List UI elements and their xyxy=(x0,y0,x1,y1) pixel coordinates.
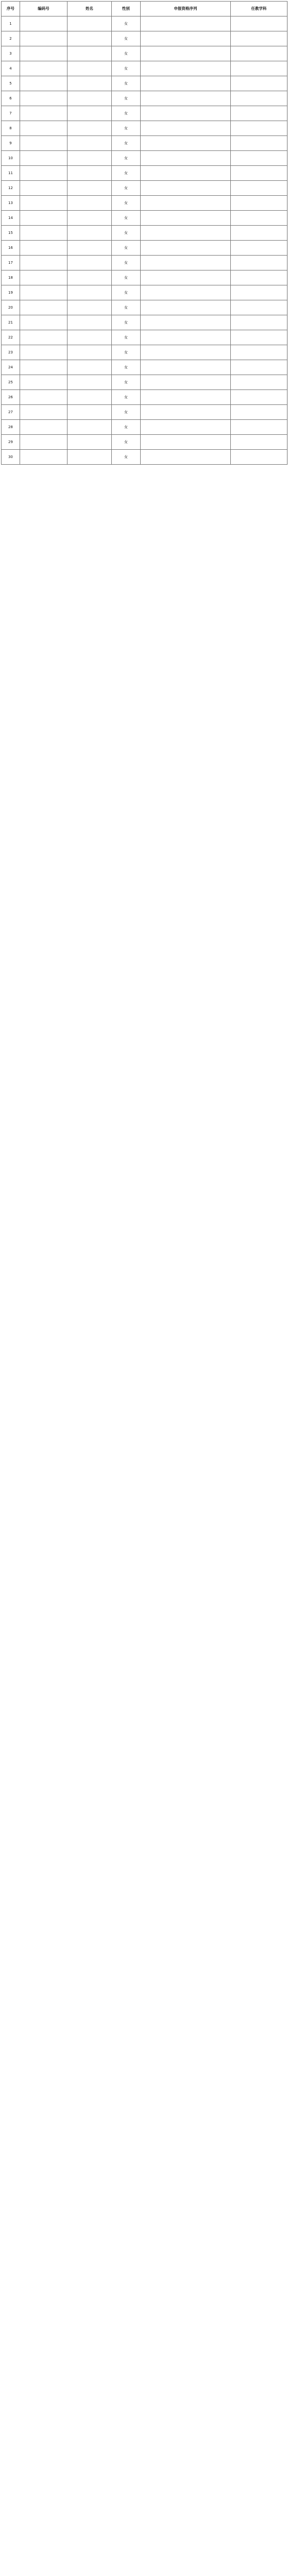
cell-role xyxy=(141,450,231,465)
cell-gender: 女 xyxy=(112,360,141,375)
cell-subject xyxy=(231,136,287,151)
cell-no: 10 xyxy=(2,151,20,166)
cell-name xyxy=(67,315,112,330)
cell-name xyxy=(67,31,112,46)
cell-no: 4 xyxy=(2,61,20,76)
cell-subject xyxy=(231,285,287,300)
cell-name xyxy=(67,181,112,196)
cell-role xyxy=(141,196,231,211)
cell-gender: 女 xyxy=(112,420,141,435)
cell-id xyxy=(20,16,67,31)
cell-gender: 女 xyxy=(112,166,141,181)
column-header-no: 序号 xyxy=(2,2,20,16)
cell-subject xyxy=(231,450,287,465)
cell-subject xyxy=(231,91,287,106)
cell-id xyxy=(20,181,67,196)
cell-subject xyxy=(231,166,287,181)
cell-id xyxy=(20,405,67,420)
cell-name xyxy=(67,405,112,420)
cell-no: 23 xyxy=(2,345,20,360)
cell-role xyxy=(141,151,231,166)
cell-role xyxy=(141,136,231,151)
cell-gender: 女 xyxy=(112,31,141,46)
cell-no: 2 xyxy=(2,31,20,46)
cell-no: 1 xyxy=(2,16,20,31)
cell-gender: 女 xyxy=(112,256,141,270)
cell-no: 26 xyxy=(2,390,20,405)
cell-name xyxy=(67,390,112,405)
cell-name xyxy=(67,226,112,241)
cell-gender: 女 xyxy=(112,285,141,300)
cell-role xyxy=(141,241,231,256)
table-row xyxy=(2,121,287,136)
cell-id xyxy=(20,300,67,315)
cell-id xyxy=(20,390,67,405)
cell-no: 12 xyxy=(2,181,20,196)
cell-gender: 女 xyxy=(112,196,141,211)
cell-role xyxy=(141,405,231,420)
cell-gender: 女 xyxy=(112,450,141,465)
table-row xyxy=(2,345,287,360)
cell-name xyxy=(67,256,112,270)
cell-subject xyxy=(231,375,287,390)
cell-id xyxy=(20,121,67,136)
cell-name xyxy=(67,151,112,166)
cell-id xyxy=(20,450,67,465)
cell-no: 27 xyxy=(2,405,20,420)
column-header-gender: 性别 xyxy=(112,2,141,16)
cell-gender: 女 xyxy=(112,375,141,390)
cell-id xyxy=(20,241,67,256)
cell-name xyxy=(67,360,112,375)
cell-gender: 女 xyxy=(112,330,141,345)
cell-name xyxy=(67,76,112,91)
cell-role xyxy=(141,211,231,226)
cell-subject xyxy=(231,31,287,46)
cell-name xyxy=(67,345,112,360)
cell-no: 25 xyxy=(2,375,20,390)
cell-name xyxy=(67,166,112,181)
cell-name xyxy=(67,241,112,256)
cell-id xyxy=(20,360,67,375)
cell-role xyxy=(141,16,231,31)
cell-gender: 女 xyxy=(112,300,141,315)
cell-gender: 女 xyxy=(112,270,141,285)
cell-subject xyxy=(231,121,287,136)
cell-name xyxy=(67,46,112,61)
cell-name xyxy=(67,211,112,226)
cell-no: 7 xyxy=(2,106,20,121)
cell-id xyxy=(20,375,67,390)
cell-no: 13 xyxy=(2,196,20,211)
cell-no: 16 xyxy=(2,241,20,256)
table-row xyxy=(2,300,287,315)
table-row xyxy=(2,76,287,91)
cell-role xyxy=(141,166,231,181)
table-row xyxy=(2,181,287,196)
cell-subject xyxy=(231,270,287,285)
cell-role xyxy=(141,256,231,270)
table-row xyxy=(2,151,287,166)
cell-subject xyxy=(231,435,287,450)
table-row xyxy=(2,241,287,256)
cell-subject xyxy=(231,46,287,61)
cell-name xyxy=(67,435,112,450)
cell-gender: 女 xyxy=(112,241,141,256)
cell-name xyxy=(67,121,112,136)
cell-subject xyxy=(231,106,287,121)
table-row xyxy=(2,226,287,241)
cell-name xyxy=(67,61,112,76)
cell-id xyxy=(20,256,67,270)
cell-no: 11 xyxy=(2,166,20,181)
cell-role xyxy=(141,91,231,106)
cell-role xyxy=(141,106,231,121)
cell-subject xyxy=(231,226,287,241)
cell-no: 22 xyxy=(2,330,20,345)
table-row xyxy=(2,450,287,465)
cell-role xyxy=(141,330,231,345)
column-header-id: 编码号 xyxy=(20,2,67,16)
cell-id xyxy=(20,31,67,46)
table-row xyxy=(2,196,287,211)
cell-name xyxy=(67,136,112,151)
table-row xyxy=(2,330,287,345)
cell-no: 30 xyxy=(2,450,20,465)
table-row xyxy=(2,46,287,61)
cell-no: 21 xyxy=(2,315,20,330)
cell-role xyxy=(141,375,231,390)
column-header-role: 申报资格序列 xyxy=(141,2,231,16)
table-row xyxy=(2,91,287,106)
cell-id xyxy=(20,226,67,241)
cell-id xyxy=(20,91,67,106)
cell-name xyxy=(67,285,112,300)
cell-no: 17 xyxy=(2,256,20,270)
cell-gender: 女 xyxy=(112,61,141,76)
cell-id xyxy=(20,330,67,345)
cell-role xyxy=(141,226,231,241)
cell-gender: 女 xyxy=(112,315,141,330)
cell-gender: 女 xyxy=(112,345,141,360)
cell-name xyxy=(67,106,112,121)
cell-gender: 女 xyxy=(112,136,141,151)
table-row xyxy=(2,166,287,181)
cell-id xyxy=(20,61,67,76)
cell-id xyxy=(20,76,67,91)
table-row xyxy=(2,390,287,405)
cell-id xyxy=(20,285,67,300)
cell-name xyxy=(67,300,112,315)
table-row xyxy=(2,61,287,76)
cell-id xyxy=(20,166,67,181)
table-row xyxy=(2,405,287,420)
cell-subject xyxy=(231,390,287,405)
table-row xyxy=(2,211,287,226)
cell-subject xyxy=(231,16,287,31)
cell-no: 24 xyxy=(2,360,20,375)
cell-no: 15 xyxy=(2,226,20,241)
cell-no: 29 xyxy=(2,435,20,450)
cell-id xyxy=(20,106,67,121)
cell-subject xyxy=(231,151,287,166)
table-row xyxy=(2,420,287,435)
table-row xyxy=(2,435,287,450)
cell-no: 3 xyxy=(2,46,20,61)
roster-body xyxy=(2,16,287,465)
cell-role xyxy=(141,315,231,330)
cell-gender: 女 xyxy=(112,46,141,61)
cell-role xyxy=(141,121,231,136)
cell-gender: 女 xyxy=(112,211,141,226)
cell-no: 19 xyxy=(2,285,20,300)
cell-role xyxy=(141,181,231,196)
cell-subject xyxy=(231,211,287,226)
table-row xyxy=(2,360,287,375)
cell-name xyxy=(67,450,112,465)
table-row xyxy=(2,106,287,121)
column-header-subject: 任教学科 xyxy=(231,2,287,16)
cell-subject xyxy=(231,241,287,256)
table-row xyxy=(2,270,287,285)
cell-name xyxy=(67,420,112,435)
cell-gender: 女 xyxy=(112,390,141,405)
cell-role xyxy=(141,360,231,375)
cell-id xyxy=(20,270,67,285)
cell-role xyxy=(141,390,231,405)
cell-subject xyxy=(231,76,287,91)
cell-no: 9 xyxy=(2,136,20,151)
cell-no: 18 xyxy=(2,270,20,285)
cell-subject xyxy=(231,360,287,375)
cell-role xyxy=(141,285,231,300)
table-row xyxy=(2,16,287,31)
table-row xyxy=(2,256,287,270)
cell-no: 8 xyxy=(2,121,20,136)
cell-subject xyxy=(231,196,287,211)
cell-name xyxy=(67,16,112,31)
cell-subject xyxy=(231,181,287,196)
cell-id xyxy=(20,345,67,360)
cell-gender: 女 xyxy=(112,435,141,450)
cell-subject xyxy=(231,256,287,270)
cell-gender: 女 xyxy=(112,76,141,91)
table-row xyxy=(2,136,287,151)
cell-role xyxy=(141,270,231,285)
cell-no: 20 xyxy=(2,300,20,315)
cell-subject xyxy=(231,420,287,435)
cell-subject xyxy=(231,405,287,420)
cell-id xyxy=(20,46,67,61)
cell-gender: 女 xyxy=(112,106,141,121)
cell-role xyxy=(141,76,231,91)
table-header-row xyxy=(2,2,287,16)
cell-subject xyxy=(231,61,287,76)
cell-role xyxy=(141,61,231,76)
table-row xyxy=(2,285,287,300)
cell-id xyxy=(20,420,67,435)
cell-name xyxy=(67,196,112,211)
cell-gender: 女 xyxy=(112,405,141,420)
cell-no: 14 xyxy=(2,211,20,226)
cell-id xyxy=(20,151,67,166)
cell-name xyxy=(67,375,112,390)
cell-id xyxy=(20,211,67,226)
cell-gender: 女 xyxy=(112,91,141,106)
cell-id xyxy=(20,196,67,211)
cell-role xyxy=(141,435,231,450)
cell-role xyxy=(141,420,231,435)
table-row xyxy=(2,31,287,46)
roster-table xyxy=(1,1,287,465)
cell-role xyxy=(141,31,231,46)
cell-gender: 女 xyxy=(112,181,141,196)
cell-subject xyxy=(231,345,287,360)
table-row xyxy=(2,375,287,390)
cell-subject xyxy=(231,300,287,315)
cell-no: 28 xyxy=(2,420,20,435)
column-header-name: 姓名 xyxy=(67,2,112,16)
cell-no: 5 xyxy=(2,76,20,91)
cell-id xyxy=(20,435,67,450)
cell-gender: 女 xyxy=(112,151,141,166)
cell-name xyxy=(67,91,112,106)
cell-name xyxy=(67,330,112,345)
cell-role xyxy=(141,46,231,61)
cell-no: 6 xyxy=(2,91,20,106)
table-row xyxy=(2,315,287,330)
cell-subject xyxy=(231,315,287,330)
cell-name xyxy=(67,270,112,285)
cell-gender: 女 xyxy=(112,226,141,241)
cell-id xyxy=(20,136,67,151)
cell-id xyxy=(20,315,67,330)
cell-subject xyxy=(231,330,287,345)
cell-gender: 女 xyxy=(112,121,141,136)
cell-role xyxy=(141,345,231,360)
cell-role xyxy=(141,300,231,315)
cell-gender: 女 xyxy=(112,16,141,31)
